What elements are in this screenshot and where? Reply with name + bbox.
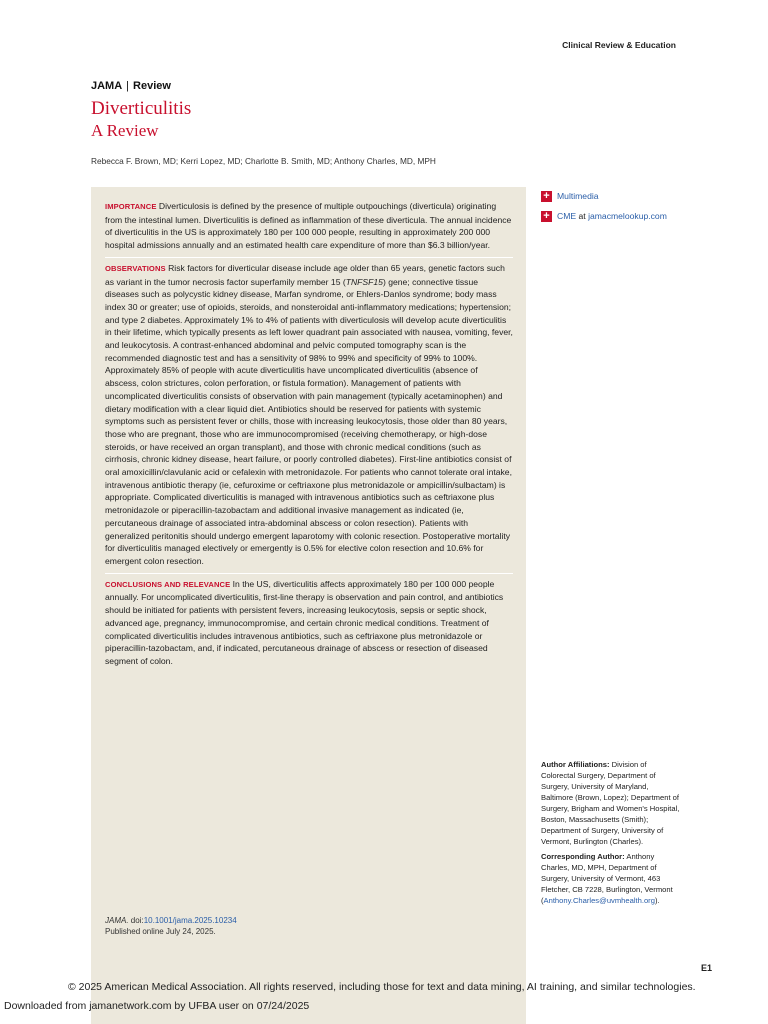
section-divider [105, 257, 513, 258]
section-header: Clinical Review & Education [562, 40, 676, 50]
citation [105, 915, 237, 937]
author-affiliations [541, 759, 681, 910]
corresponding-block [541, 851, 681, 906]
download-notice: Downloaded from jamanetwork.com by UFBA user on 07/24/2025 [4, 1000, 310, 1012]
cme-link[interactable] [541, 206, 667, 226]
affiliations-text: Division of Colorectal Surgery, Department of Surgery, University of Maryland, Baltimore (Brown, Lopez); Department of Surgery, Brigham and Women's Hospital, Boston, Massachusetts (Smith); Department of Surgery, University of Vermont, Burlington (Charles). [541, 760, 680, 846]
journal-separator: | [126, 80, 130, 92]
corresponding-end: ). [654, 896, 660, 905]
conclusions-text: In the US, diverticulitis affects approximately 180 per 100 000 people annually. For uncomplicated diverticulitis, first-line therapy is observation and pain control, and antibiotics should be initiated for patients with persistent fevers, increasing leukocytosis, sepsis or septic shock, advanced age, pregnancy, immunocompromise, and certain chronic medical conditions. Treatment of complicated diverticulitis includes intravenous antibiotics, such as ceftriaxone plus metronidazole or piperacillin-tazobactam, and, if indicated, percutaneous drainage of abscess or resection of diseased segment of colon. [105, 578, 504, 666]
journal-line [91, 80, 171, 92]
multimedia-link[interactable] [541, 186, 667, 206]
article-title: Diverticulitis [91, 98, 192, 119]
article-type: Review [133, 80, 171, 92]
abstract-importance [105, 200, 513, 252]
abstract-conclusions [105, 578, 513, 668]
citation-journal: JAMA. [105, 916, 129, 925]
cme-site-link[interactable]: jamacmelookup.com [588, 211, 667, 221]
observations-text-1: Risk factors for diverticular disease include age older than 65 years, genetic factors such as variant in the tumor necrosis factor superfamily member 15 ( [105, 262, 505, 287]
conclusions-label: CONCLUSIONS AND RELEVANCE [105, 579, 231, 589]
published-date: Published online July 24, 2025. [105, 927, 216, 936]
importance-text: Diverticulosis is defined by the presence of multiple outpouchings (diverticula) originating from the intestinal lumen. Diverticulitis is defined as inflammation of these diverticula. The annual incidence of diverticulitis in the US is approximately 180 per 100 000 people, resulting in approximately 200 000 hospital admissions annually and an estimated health care expenditure of more than $6.3 billion/year. [105, 201, 512, 251]
page-number: E1 [701, 963, 713, 973]
abstract [105, 200, 513, 668]
affiliations-block [541, 759, 681, 847]
corresponding-text: Anthony Charles, MD, MPH, Department of Surgery, University of Vermont, 463 Fletcher, CB 7228, Burlington, Vermont ( [541, 852, 673, 905]
journal-name: JAMA [91, 80, 123, 92]
sidebar-links [541, 186, 667, 226]
plus-icon: + [541, 211, 552, 222]
observations-label: OBSERVATIONS [105, 263, 166, 273]
gene-name: TNFSF15 [345, 276, 383, 287]
multimedia-label[interactable]: Multimedia [557, 191, 599, 201]
cme-at: at [578, 211, 586, 221]
email-link[interactable]: Anthony.Charles@uvmhealth.org [543, 896, 655, 905]
doi-label: doi: [130, 916, 144, 925]
article-subtitle: A Review [91, 121, 159, 140]
author-list: Rebecca F. Brown, MD; Kerri Lopez, MD; Charlotte B. Smith, MD; Anthony Charles, MD, MPH [91, 156, 436, 166]
copyright-notice: © 2025 American Medical Association. All rights reserved, including those for text and data mining, AI training, and similar technologies. [68, 981, 696, 993]
corresponding-label: Corresponding Author: [541, 852, 625, 861]
section-divider [105, 573, 513, 574]
abstract-observations [105, 262, 513, 568]
cme-label[interactable]: CME [557, 211, 577, 221]
doi-line [105, 915, 237, 926]
importance-label: IMPORTANCE [105, 202, 157, 211]
affiliations-label: Author Affiliations: [541, 760, 610, 769]
doi-link[interactable]: 10.1001/jama.2025.10234 [143, 916, 237, 925]
plus-icon: + [541, 191, 552, 202]
observations-text-2: ) gene; connective tissue diseases such as polycystic kidney disease, Marfan syndrome, or Ehlers-Danlos syndrome; body mass index 30 or greater; use of opioids, steroids, and nonsteroidal anti-inflammatory medications; hypertension; and type 2 diabetes. Approximately 1% to 4% of patients with diverticulosis will develop acute diverticulitis in their lifetime, which typically presents as left lower quadrant pain associated with nausea, vomiting, fever, and leukocytosis. A contrast-enhanced abdominal and pelvic computed tomography scan is the recommended diagnostic test and has a sensitivity of 98% to 99% and specificity of 99% to 100%. Approximately 85% of people with acute diverticulitis have uncomplicated diverticulitis (absence of abscess, colon strictures, colon perforation, or fistula formation). Management of patients with uncomplicated diverticulitis consists of observation with pain management (typically acetaminophen) and dietary modification with a clear liquid diet. Antibiotics should be reserved for patients with systemic symptoms such as persistent fever or chills, those with increasing leukocytosis, those older than 80 years, those who are pregnant, those who are immunocompromised (receiving chemotherapy, or high-dose steroids, or have received an organ transplant), and those with chronic medical conditions (such as cirrhosis, chronic kidney disease, heart failure, or poorly controlled diabetes). First-line antibiotics consist of oral amoxicillin/clavulanic acid or cefalexin with metronidazole. For patients who cannot tolerate oral intake, intravenous antibiotic therapy (ie, cefuroxime or ceftriaxone plus metronidazole or ampicillin/sulbactam) is appropriate. Complicated diverticulitis is managed with intravenous antibiotics such as ceftriaxone plus metronidazole or piperacillin-tazobactam and additional invasive management as indicated (ie, percutaneous drainage of associated intra-abdominal abscess or colon resection). Patients with generalized peritonitis should undergo emergent laparotomy with colonic resection. Postoperative mortality for diverticulitis managed electively or emergently is 0.5% for elective colon resection and 10.6% for emergent colon resection. [105, 276, 513, 566]
